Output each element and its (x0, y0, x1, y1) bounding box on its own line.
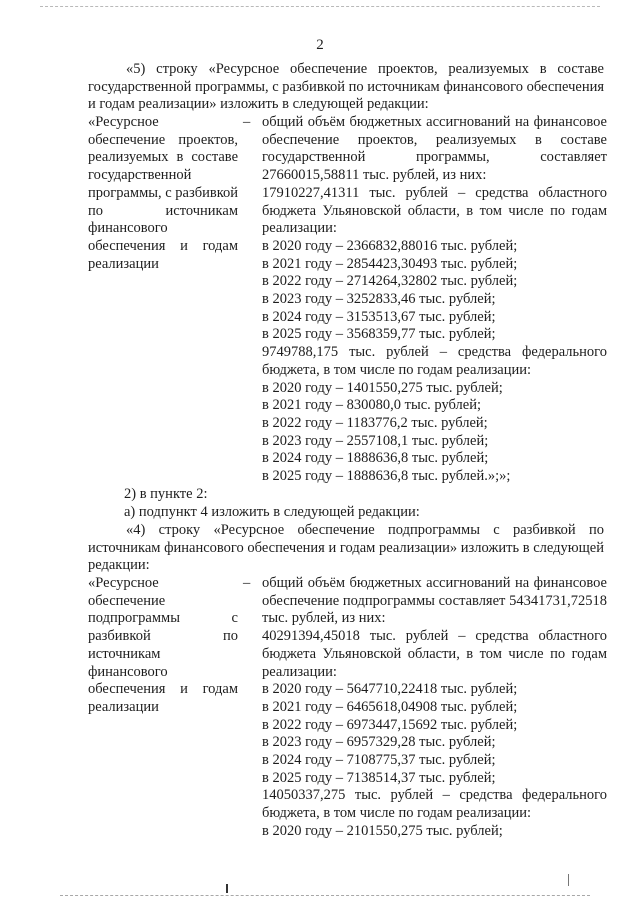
block1-regional-year: в 2020 году – 2366832,88016 тыс. рублей; (262, 237, 518, 254)
block2-federal-year: в 2020 году – 2101550,275 тыс. рублей; (262, 822, 503, 839)
block1-federal-year: в 2022 году – 1183776,2 тыс. рублей; (262, 414, 488, 431)
block1-right-cell (262, 114, 607, 486)
block2-total: общий объём бюджетных ассигнований на финансовое обеспечение подпрограммы составляет 54341731,72518 тыс. рублей, из них: (262, 575, 607, 627)
block2-regional-year: в 2021 году – 6465618,04908 тыс. рублей; (262, 698, 518, 715)
block1-regional-year: в 2021 году – 2854423,30493 тыс. рублей; (262, 255, 518, 272)
scan-mark (226, 884, 228, 893)
block1-regional-year: в 2025 году – 3568359,77 тыс. рублей; (262, 326, 496, 343)
block2-right-cell (262, 575, 607, 841)
block1-dash: – (243, 114, 251, 130)
block1-federal-year: в 2024 году – 1888636,8 тыс. рублей; (262, 450, 489, 467)
intro-paragraph (88, 61, 604, 114)
block1-federal: 9749788,175 тыс. рублей – средства федерального бюджета, в том числе по годам реализации: (262, 344, 607, 378)
scan-edge-bottom (60, 895, 590, 897)
block2-dash: – (243, 575, 251, 591)
block2-regional-year: в 2023 году – 6957329,28 тыс. рублей; (262, 734, 496, 751)
block1-federal-year: в 2020 году – 1401550,275 тыс. рублей; (262, 379, 503, 396)
block2-regional: 40291394,45018 тыс. рублей – средства областного бюджета Ульяновской области, в том числе по годам реализации: (262, 628, 607, 680)
intro2-paragraph (88, 522, 604, 575)
block1-regional-year: в 2023 году – 3252833,46 тыс. рублей; (262, 291, 496, 308)
scan-edge-top (40, 6, 600, 8)
block1-regional-year: в 2024 году – 3153513,67 тыс. рублей; (262, 308, 496, 325)
block1-federal-year: в 2025 году – 1888636,8 тыс. рублей.»;»; (262, 468, 511, 485)
subpoint-a: а) подпункт 4 изложить в следующей редакции: (124, 504, 420, 520)
block1-regional: 17910227,41311 тыс. рублей – средства областного бюджета Ульяновской области, в том числе по годам реализации: (262, 184, 607, 237)
block2-regional-year: в 2024 году – 7108775,37 тыс. рублей; (262, 752, 496, 769)
block2-federal: 14050337,275 тыс. рублей – средства федерального бюджета, в том числе по годам реализации: (262, 787, 607, 822)
block2-left-cell: «Ресурсное обеспечение подпрограммы с разбивкой по источникам финансового обеспечения и годам реализации (88, 575, 238, 715)
block1-left-cell: «Ресурсное обеспечение проектов, реализуемых в составе государственной программы, с разбивкой по источникам финансового обеспечения и годам реализации (88, 114, 239, 272)
intro2-text: «4) строку «Ресурсное обеспечение подпрограммы с разбивкой по источникам финансового обеспечения и годам реализации» изложить в следующей редакции: (88, 522, 604, 573)
intro-text: «5) строку «Ресурсное обеспечение проектов, реализуемых в составе государственной программы, с разбивкой по источникам финансового обеспечения и годам реализации» изложить в следующей редакции: (88, 61, 605, 112)
block2-regional-year: в 2020 году – 5647710,22418 тыс. рублей; (262, 681, 518, 698)
point-2: 2) в пункте 2: (124, 486, 208, 502)
block1-federal-year: в 2021 году – 830080,0 тыс. рублей; (262, 397, 482, 414)
block2-regional-year: в 2022 году – 6973447,15692 тыс. рублей; (262, 716, 518, 733)
page-number: 2 (316, 37, 324, 53)
scan-mark (568, 874, 569, 886)
block2-regional-year: в 2025 году – 7138514,37 тыс. рублей; (262, 769, 496, 786)
block1-regional-year: в 2022 году – 2714264,32802 тыс. рублей; (262, 273, 518, 290)
block1-total: общий объём бюджетных ассигнований на финансовое обеспечение проектов, реализуемых в составе государственной программы, составляет 27660015,58811 тыс. рублей, из них: (262, 114, 607, 184)
block1-federal-year: в 2023 году – 2557108,1 тыс. рублей; (262, 432, 489, 449)
